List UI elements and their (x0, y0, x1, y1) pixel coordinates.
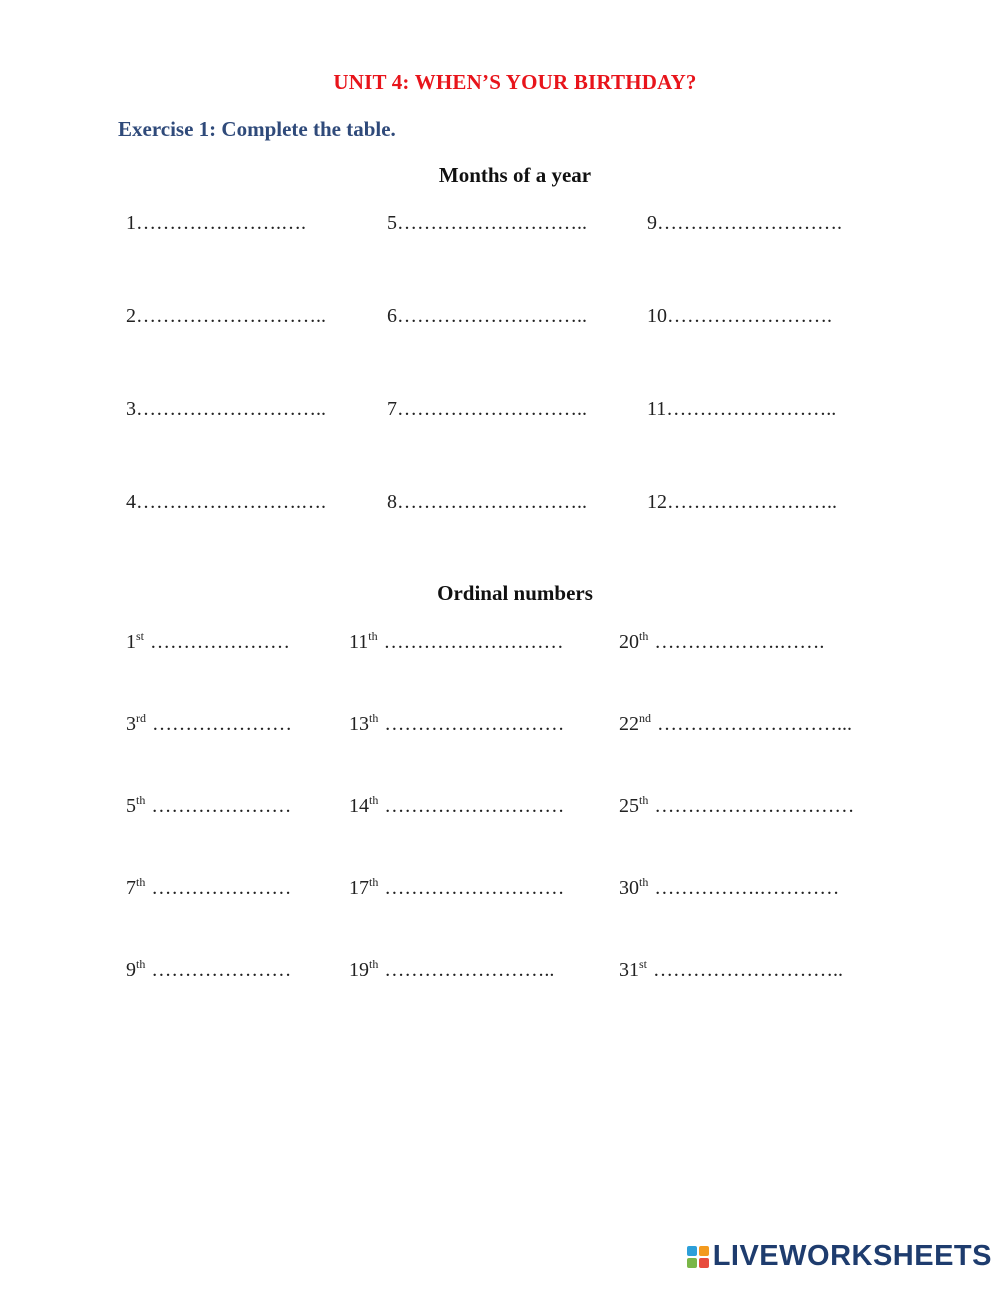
ordinal-number: 14 (349, 795, 369, 817)
ordinal-number: 1 (126, 631, 136, 653)
ordinal-heading: Ordinal numbers (437, 581, 593, 605)
ordinal-number: 25 (619, 795, 639, 817)
ordinal-number: 9 (126, 959, 136, 981)
ordinal-item-25th[interactable] (619, 793, 855, 817)
ordinal-item-9th[interactable] (126, 957, 292, 981)
month-blank-9[interactable]: 9………………………. (647, 212, 842, 234)
ordinal-item-14th[interactable] (349, 793, 565, 817)
month-blank-1[interactable]: 1………………….…. (126, 212, 306, 234)
ordinal-blank[interactable]: …………….………… (654, 877, 840, 899)
ordinal-blank[interactable]: ……………………… (384, 877, 565, 899)
ordinal-suffix: th (639, 793, 649, 807)
ordinal-blank[interactable]: …………………….. (384, 959, 555, 981)
ordinal-item-17th[interactable] (349, 875, 565, 899)
ordinal-blank[interactable]: ……………………… (384, 795, 565, 817)
ordinal-number: 30 (619, 877, 639, 899)
month-blank-3[interactable]: 3……………………….. (126, 398, 326, 420)
month-blank-8[interactable]: 8……………………….. (387, 491, 587, 513)
ordinal-blank[interactable]: ………………… (151, 795, 292, 817)
ordinal-item-20th[interactable] (619, 629, 825, 653)
ordinal-suffix: st (136, 629, 145, 643)
ordinal-number: 31 (619, 959, 639, 981)
ordinal-item-13th[interactable] (349, 711, 565, 735)
ordinal-item-30th[interactable] (619, 875, 840, 899)
ordinal-blank[interactable]: ………………………... (657, 713, 852, 735)
ordinal-number: 17 (349, 877, 369, 899)
ordinal-number: 22 (619, 713, 639, 735)
ordinal-suffix: th (368, 629, 378, 643)
ordinal-suffix: th (369, 957, 379, 971)
ordinal-item-22nd[interactable] (619, 711, 852, 735)
ordinal-number: 19 (349, 959, 369, 981)
ordinal-suffix: th (639, 875, 649, 889)
ordinal-suffix: th (136, 793, 146, 807)
month-blank-6[interactable]: 6……………………….. (387, 305, 587, 327)
month-blank-10[interactable]: 10……………………. (647, 305, 832, 327)
months-heading: Months of a year (438, 163, 592, 187)
ordinal-blank[interactable]: ……………………….. (653, 959, 844, 981)
ordinal-blank[interactable]: ……………………… (384, 713, 565, 735)
ordinal-blank[interactable]: ……………………… (383, 631, 564, 653)
ordinal-suffix: th (136, 875, 146, 889)
month-blank-5[interactable]: 5……………………….. (387, 212, 587, 234)
ordinal-blank[interactable]: ………………… (150, 631, 291, 653)
ordinal-suffix: th (369, 875, 379, 889)
ordinal-item-11th[interactable] (349, 629, 564, 653)
liveworksheets-logo[interactable] (687, 1240, 992, 1273)
ordinal-suffix: th (369, 711, 379, 725)
ordinal-suffix: th (639, 629, 649, 643)
ordinal-blank[interactable]: ………………… (151, 959, 292, 981)
ordinal-item-5th[interactable] (126, 793, 292, 817)
ordinal-blank[interactable]: ………………… (152, 713, 292, 735)
month-blank-12[interactable]: 12…………………….. (647, 491, 837, 513)
month-blank-2[interactable]: 2……………………….. (126, 305, 326, 327)
ordinal-blank[interactable]: ……………….……. (654, 631, 825, 653)
ordinal-number: 7 (126, 877, 136, 899)
ordinal-suffix: nd (639, 711, 651, 725)
exercise-title: Exercise 1: Complete the table. (118, 117, 396, 141)
ordinal-number: 13 (349, 713, 369, 735)
ordinal-number: 11 (349, 631, 369, 653)
ordinal-item-19th[interactable] (349, 957, 555, 981)
ordinal-number: 20 (619, 631, 639, 653)
ordinal-item-1st[interactable] (126, 629, 291, 653)
unit-title: UNIT 4: WHEN’S YOUR BIRTHDAY? (333, 70, 697, 94)
ordinal-suffix: st (639, 957, 648, 971)
ordinal-number: 5 (126, 795, 136, 817)
ordinal-suffix: th (369, 793, 379, 807)
ordinal-item-3rd[interactable] (126, 711, 292, 735)
ordinal-blank[interactable]: ………………………… (654, 795, 855, 817)
ordinal-item-31st[interactable] (619, 957, 844, 981)
ordinal-number: 3 (126, 713, 136, 735)
month-blank-11[interactable]: 11…………………….. (647, 398, 837, 420)
ordinal-suffix: rd (136, 711, 146, 725)
logo-text: LIVEWORKSHEETS (712, 1240, 992, 1272)
month-blank-7[interactable]: 7……………………….. (387, 398, 587, 420)
ordinal-item-7th[interactable] (126, 875, 292, 899)
ordinal-suffix: th (136, 957, 146, 971)
liveworksheets-logo-icon (687, 1246, 709, 1268)
month-blank-4[interactable]: 4…………………….…. (126, 491, 326, 513)
ordinal-blank[interactable]: ………………… (151, 877, 292, 899)
